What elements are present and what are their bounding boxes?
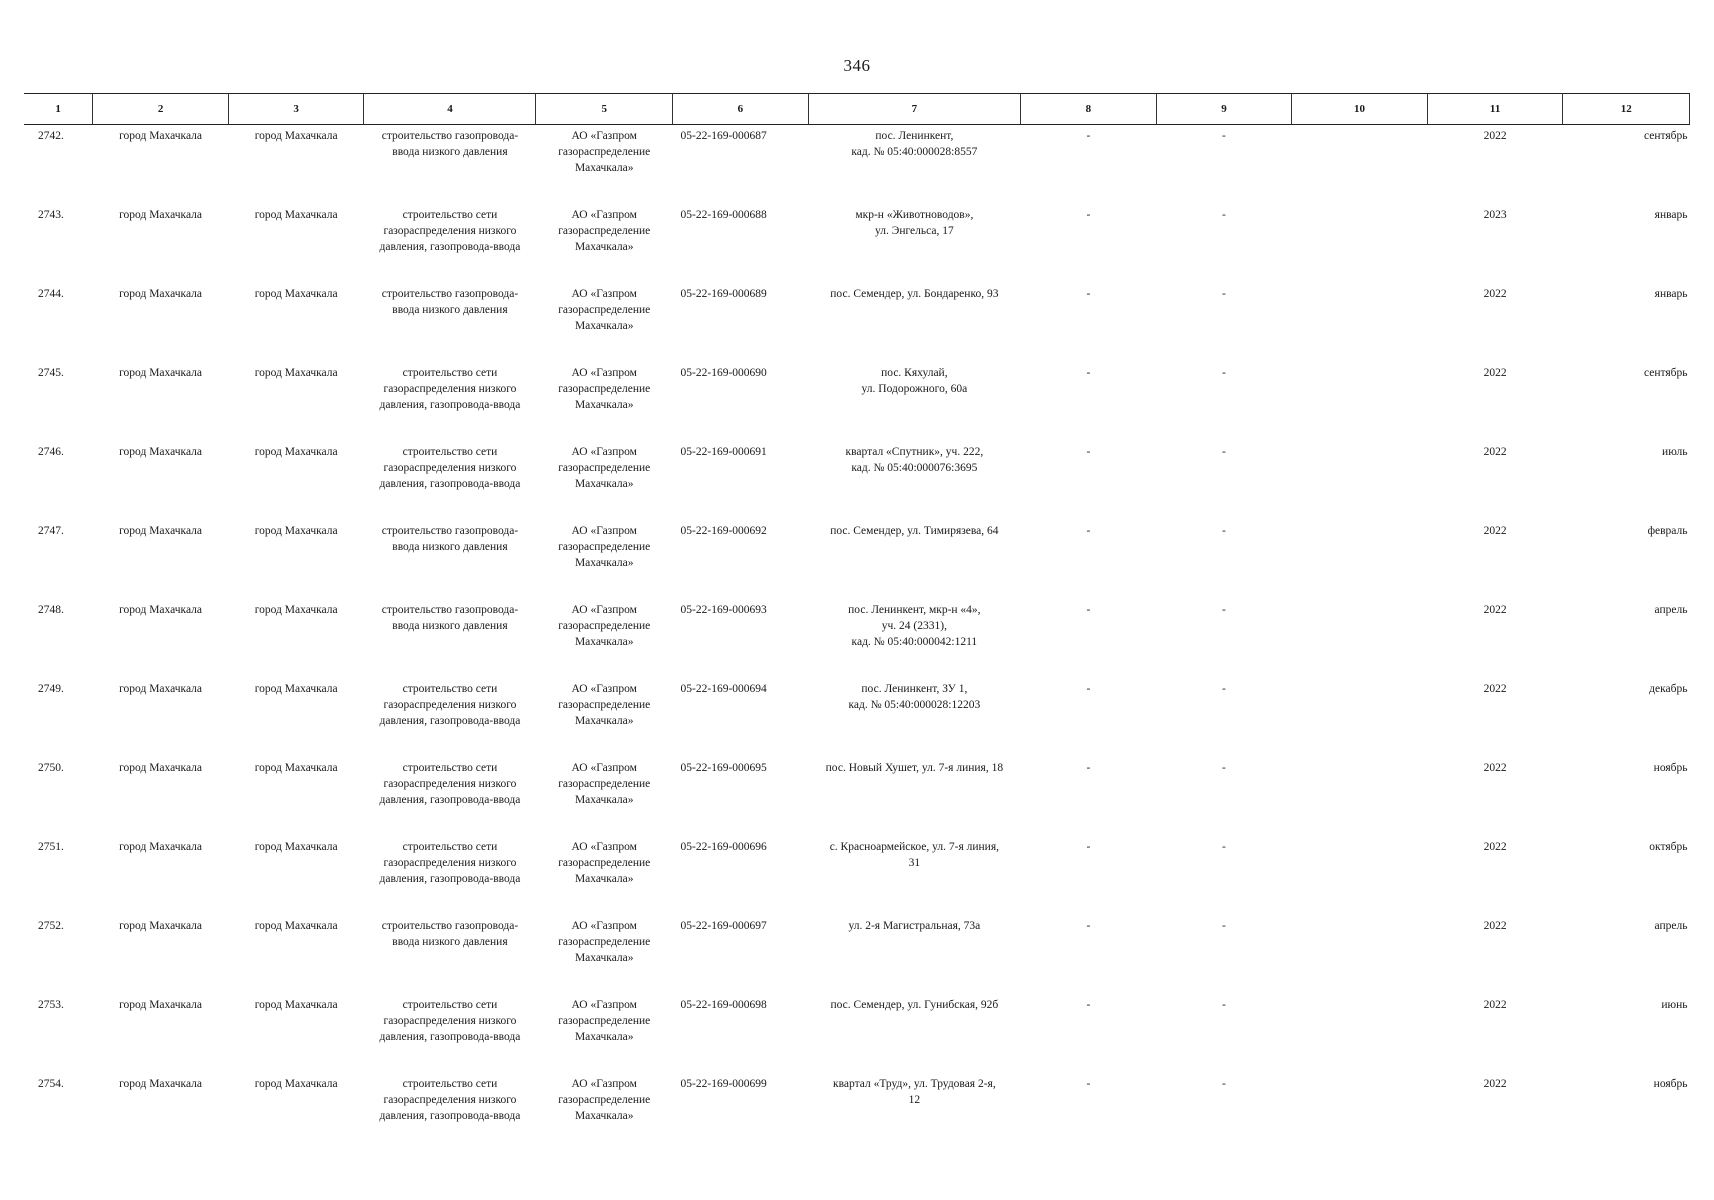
column-header-1: 1 [24, 94, 93, 125]
registration-number-cell: 05-22-169-000696 [680, 841, 767, 853]
year-cell: 2022 [1483, 288, 1507, 300]
work-type-cell: строительство газопровода- ввода низкого давления [381, 288, 519, 316]
table-row [24, 520, 1690, 599]
col-8-value-cell: - [1086, 762, 1091, 774]
col-8-value-cell: - [1086, 999, 1091, 1011]
municipality-cell: город Махачкала [119, 841, 203, 853]
settlement-cell: город Махачкала [254, 999, 338, 1011]
municipality-cell: город Махачкала [119, 525, 203, 537]
organization-cell: АО «Газпром газораспределение Махачкала» [558, 525, 651, 569]
row-number-cell: 2745. [38, 367, 64, 379]
col-10-value-cell [1292, 362, 1428, 441]
table-row [24, 757, 1690, 836]
column-header-5: 5 [536, 94, 673, 125]
col-9-value-cell: - [1222, 525, 1226, 537]
year-cell: 2022 [1483, 683, 1507, 695]
work-type-cell: строительство газопровода- ввода низкого давления [381, 920, 519, 948]
settlement-cell: город Махачкала [254, 446, 338, 458]
col-10-value-cell [1292, 441, 1428, 520]
table-row [24, 994, 1690, 1073]
row-number-cell: 2743. [38, 209, 64, 221]
table-row [24, 1073, 1690, 1152]
month-cell: июнь [1661, 999, 1688, 1011]
header-row [24, 94, 1690, 125]
settlement-cell: город Махачкала [254, 525, 338, 537]
year-cell: 2023 [1483, 209, 1507, 221]
work-type-cell: строительство газопровода- ввода низкого давления [381, 604, 519, 632]
address-cell: пос. Новый Хушет, ул. 7-я линия, 18 [825, 762, 1004, 774]
registration-number-cell: 05-22-169-000699 [680, 1078, 767, 1090]
col-10-value-cell [1292, 836, 1428, 915]
month-cell: январь [1654, 209, 1688, 221]
address-cell: пос. Семендер, ул. Гунибская, 92б [830, 999, 999, 1011]
col-10-value-cell [1292, 599, 1428, 678]
column-header-10: 10 [1292, 94, 1428, 125]
organization-cell: АО «Газпром газораспределение Махачкала» [558, 367, 651, 411]
col-9-value-cell: - [1222, 841, 1226, 853]
column-header-12: 12 [1563, 94, 1690, 125]
work-type-cell: строительство сети газораспределения низкого давления, газопровода-ввода [379, 209, 521, 253]
col-8-value-cell: - [1086, 604, 1091, 616]
address-cell: пос. Ленинкент, мкр-н «4», уч. 24 (2331), кад. № 05:40:000042:1211 [848, 604, 981, 648]
month-cell: сентябрь [1643, 367, 1688, 379]
address-cell: квартал «Спутник», уч. 222, кад. № 05:40:000076:3695 [845, 446, 984, 474]
address-cell: пос. Ленинкент, ЗУ 1, кад. № 05:40:000028:12203 [848, 683, 981, 711]
row-number-cell: 2748. [38, 604, 64, 616]
year-cell: 2022 [1483, 920, 1507, 932]
year-cell: 2022 [1483, 525, 1507, 537]
municipality-cell: город Махачкала [119, 209, 203, 221]
row-number-cell: 2747. [38, 525, 64, 537]
organization-cell: АО «Газпром газораспределение Махачкала» [558, 604, 651, 648]
table-row [24, 283, 1690, 362]
row-number-cell: 2753. [38, 999, 64, 1011]
year-cell: 2022 [1483, 1078, 1507, 1090]
address-cell: ул. 2-я Магистральная, 73а [848, 920, 981, 932]
work-type-cell: строительство сети газораспределения низкого давления, газопровода-ввода [379, 841, 521, 885]
settlement-cell: город Махачкала [254, 288, 338, 300]
registration-number-cell: 05-22-169-000695 [680, 762, 767, 774]
col-9-value-cell: - [1222, 367, 1226, 379]
col-8-value-cell: - [1086, 841, 1091, 853]
year-cell: 2022 [1483, 762, 1507, 774]
organization-cell: АО «Газпром газораспределение Махачкала» [558, 130, 651, 174]
table-row [24, 441, 1690, 520]
work-type-cell: строительство газопровода- ввода низкого давления [381, 130, 519, 158]
address-cell: пос. Ленинкент, кад. № 05:40:000028:8557 [851, 130, 978, 158]
municipality-cell: город Махачкала [119, 683, 203, 695]
month-cell: сентябрь [1643, 130, 1688, 142]
col-9-value-cell: - [1222, 999, 1226, 1011]
registry-table [24, 93, 1690, 1152]
page-number: 346 [843, 56, 871, 75]
year-cell: 2022 [1483, 446, 1507, 458]
settlement-cell: город Махачкала [254, 920, 338, 932]
work-type-cell: строительство сети газораспределения низкого давления, газопровода-ввода [379, 683, 521, 727]
col-10-value-cell [1292, 283, 1428, 362]
col-8-value-cell: - [1086, 130, 1091, 142]
registration-number-cell: 05-22-169-000691 [680, 446, 767, 458]
municipality-cell: город Махачкала [119, 604, 203, 616]
work-type-cell: строительство сети газораспределения низкого давления, газопровода-ввода [379, 446, 521, 490]
month-cell: ноябрь [1653, 1078, 1688, 1090]
registration-number-cell: 05-22-169-000697 [680, 920, 767, 932]
address-cell: пос. Кяхулай, ул. Подорожного, 60а [861, 367, 968, 395]
month-cell: январь [1654, 288, 1688, 300]
work-type-cell: строительство сети газораспределения низкого давления, газопровода-ввода [379, 1078, 521, 1122]
col-8-value-cell: - [1086, 367, 1091, 379]
col-8-value-cell: - [1086, 209, 1091, 221]
row-number-cell: 2754. [38, 1078, 64, 1090]
row-number-cell: 2742. [38, 130, 64, 142]
month-cell: декабрь [1649, 683, 1688, 695]
table-row [24, 204, 1690, 283]
table-body [24, 125, 1690, 1153]
row-number-cell: 2746. [38, 446, 64, 458]
year-cell: 2022 [1483, 999, 1507, 1011]
organization-cell: АО «Газпром газораспределение Махачкала» [558, 288, 651, 332]
year-cell: 2022 [1483, 130, 1507, 142]
col-9-value-cell: - [1222, 209, 1226, 221]
col-9-value-cell: - [1222, 130, 1226, 142]
organization-cell: АО «Газпром газораспределение Махачкала» [558, 841, 651, 885]
column-header-3: 3 [228, 94, 364, 125]
col-10-value-cell [1292, 757, 1428, 836]
month-cell: апрель [1654, 604, 1688, 616]
row-number-cell: 2752. [38, 920, 64, 932]
col-8-value-cell: - [1086, 1078, 1091, 1090]
municipality-cell: город Махачкала [119, 1078, 203, 1090]
year-cell: 2022 [1483, 604, 1507, 616]
col-10-value-cell [1292, 204, 1428, 283]
column-header-9: 9 [1156, 94, 1292, 125]
col-8-value-cell: - [1086, 683, 1091, 695]
address-cell: пос. Семендер, ул. Бондаренко, 93 [830, 288, 999, 300]
col-10-value-cell [1292, 915, 1428, 994]
organization-cell: АО «Газпром газораспределение Махачкала» [558, 683, 651, 727]
column-header-2: 2 [93, 94, 229, 125]
col-9-value-cell: - [1222, 604, 1226, 616]
col-8-value-cell: - [1086, 288, 1091, 300]
address-cell: с. Красноармейское, ул. 7-я линия, 31 [829, 841, 1000, 869]
settlement-cell: город Махачкала [254, 130, 338, 142]
organization-cell: АО «Газпром газораспределение Махачкала» [558, 1078, 651, 1122]
row-number-cell: 2751. [38, 841, 64, 853]
municipality-cell: город Махачкала [119, 288, 203, 300]
row-number-cell: 2750. [38, 762, 64, 774]
col-10-value-cell [1292, 1073, 1428, 1152]
col-8-value-cell: - [1086, 920, 1091, 932]
col-9-value-cell: - [1222, 762, 1226, 774]
work-type-cell: строительство сети газораспределения низкого давления, газопровода-ввода [379, 762, 521, 806]
settlement-cell: город Махачкала [254, 209, 338, 221]
municipality-cell: город Махачкала [119, 762, 203, 774]
work-type-cell: строительство сети газораспределения низкого давления, газопровода-ввода [379, 367, 521, 411]
address-cell: пос. Семендер, ул. Тимирязева, 64 [830, 525, 999, 537]
registration-number-cell: 05-22-169-000692 [680, 525, 767, 537]
municipality-cell: город Махачкала [119, 130, 203, 142]
col-8-value-cell: - [1086, 446, 1091, 458]
table-row [24, 599, 1690, 678]
table-row [24, 836, 1690, 915]
row-number-cell: 2744. [38, 288, 64, 300]
month-cell: февраль [1647, 525, 1688, 537]
organization-cell: АО «Газпром газораспределение Махачкала» [558, 762, 651, 806]
address-cell: мкр-н «Животноводов», ул. Энгельса, 17 [855, 209, 974, 237]
col-8-value-cell: - [1086, 525, 1091, 537]
col-10-value-cell [1292, 678, 1428, 757]
work-type-cell: строительство сети газораспределения низкого давления, газопровода-ввода [379, 999, 521, 1043]
table-row [24, 362, 1690, 441]
col-10-value-cell [1292, 125, 1428, 205]
settlement-cell: город Махачкала [254, 367, 338, 379]
registration-number-cell: 05-22-169-000687 [680, 130, 767, 142]
table-row [24, 125, 1690, 205]
col-10-value-cell [1292, 520, 1428, 599]
settlement-cell: город Махачкала [254, 1078, 338, 1090]
col-9-value-cell: - [1222, 446, 1226, 458]
year-cell: 2022 [1483, 367, 1507, 379]
settlement-cell: город Махачкала [254, 604, 338, 616]
month-cell: ноябрь [1653, 762, 1688, 774]
address-cell: квартал «Труд», ул. Трудовая 2-я, 12 [833, 1078, 996, 1106]
registration-number-cell: 05-22-169-000688 [680, 209, 767, 221]
settlement-cell: город Махачкала [254, 762, 338, 774]
table-row [24, 678, 1690, 757]
column-header-7: 7 [808, 94, 1020, 125]
month-cell: апрель [1654, 920, 1688, 932]
column-header-11: 11 [1427, 94, 1563, 125]
registration-number-cell: 05-22-169-000694 [680, 683, 767, 695]
registration-number-cell: 05-22-169-000689 [680, 288, 767, 300]
row-number-cell: 2749. [38, 683, 64, 695]
municipality-cell: город Махачкала [119, 999, 203, 1011]
col-9-value-cell: - [1222, 920, 1226, 932]
municipality-cell: город Махачкала [119, 446, 203, 458]
organization-cell: АО «Газпром газораспределение Махачкала» [558, 446, 651, 490]
table-row [24, 915, 1690, 994]
organization-cell: АО «Газпром газораспределение Махачкала» [558, 999, 651, 1043]
col-10-value-cell [1292, 994, 1428, 1073]
registration-number-cell: 05-22-169-000693 [680, 604, 767, 616]
municipality-cell: город Махачкала [119, 367, 203, 379]
month-cell: октябрь [1649, 841, 1688, 853]
municipality-cell: город Махачкала [119, 920, 203, 932]
registration-number-cell: 05-22-169-000690 [680, 367, 767, 379]
registration-number-cell: 05-22-169-000698 [680, 999, 767, 1011]
organization-cell: АО «Газпром газораспределение Махачкала» [558, 209, 651, 253]
col-9-value-cell: - [1222, 683, 1226, 695]
column-header-6: 6 [673, 94, 809, 125]
settlement-cell: город Махачкала [254, 683, 338, 695]
month-cell: июль [1662, 446, 1688, 458]
column-header-4: 4 [364, 94, 536, 125]
col-9-value-cell: - [1222, 288, 1226, 300]
work-type-cell: строительство газопровода- ввода низкого давления [381, 525, 519, 553]
settlement-cell: город Махачкала [254, 841, 338, 853]
year-cell: 2022 [1483, 841, 1507, 853]
column-header-8: 8 [1021, 94, 1157, 125]
organization-cell: АО «Газпром газораспределение Махачкала» [558, 920, 651, 964]
col-9-value-cell: - [1222, 1078, 1226, 1090]
